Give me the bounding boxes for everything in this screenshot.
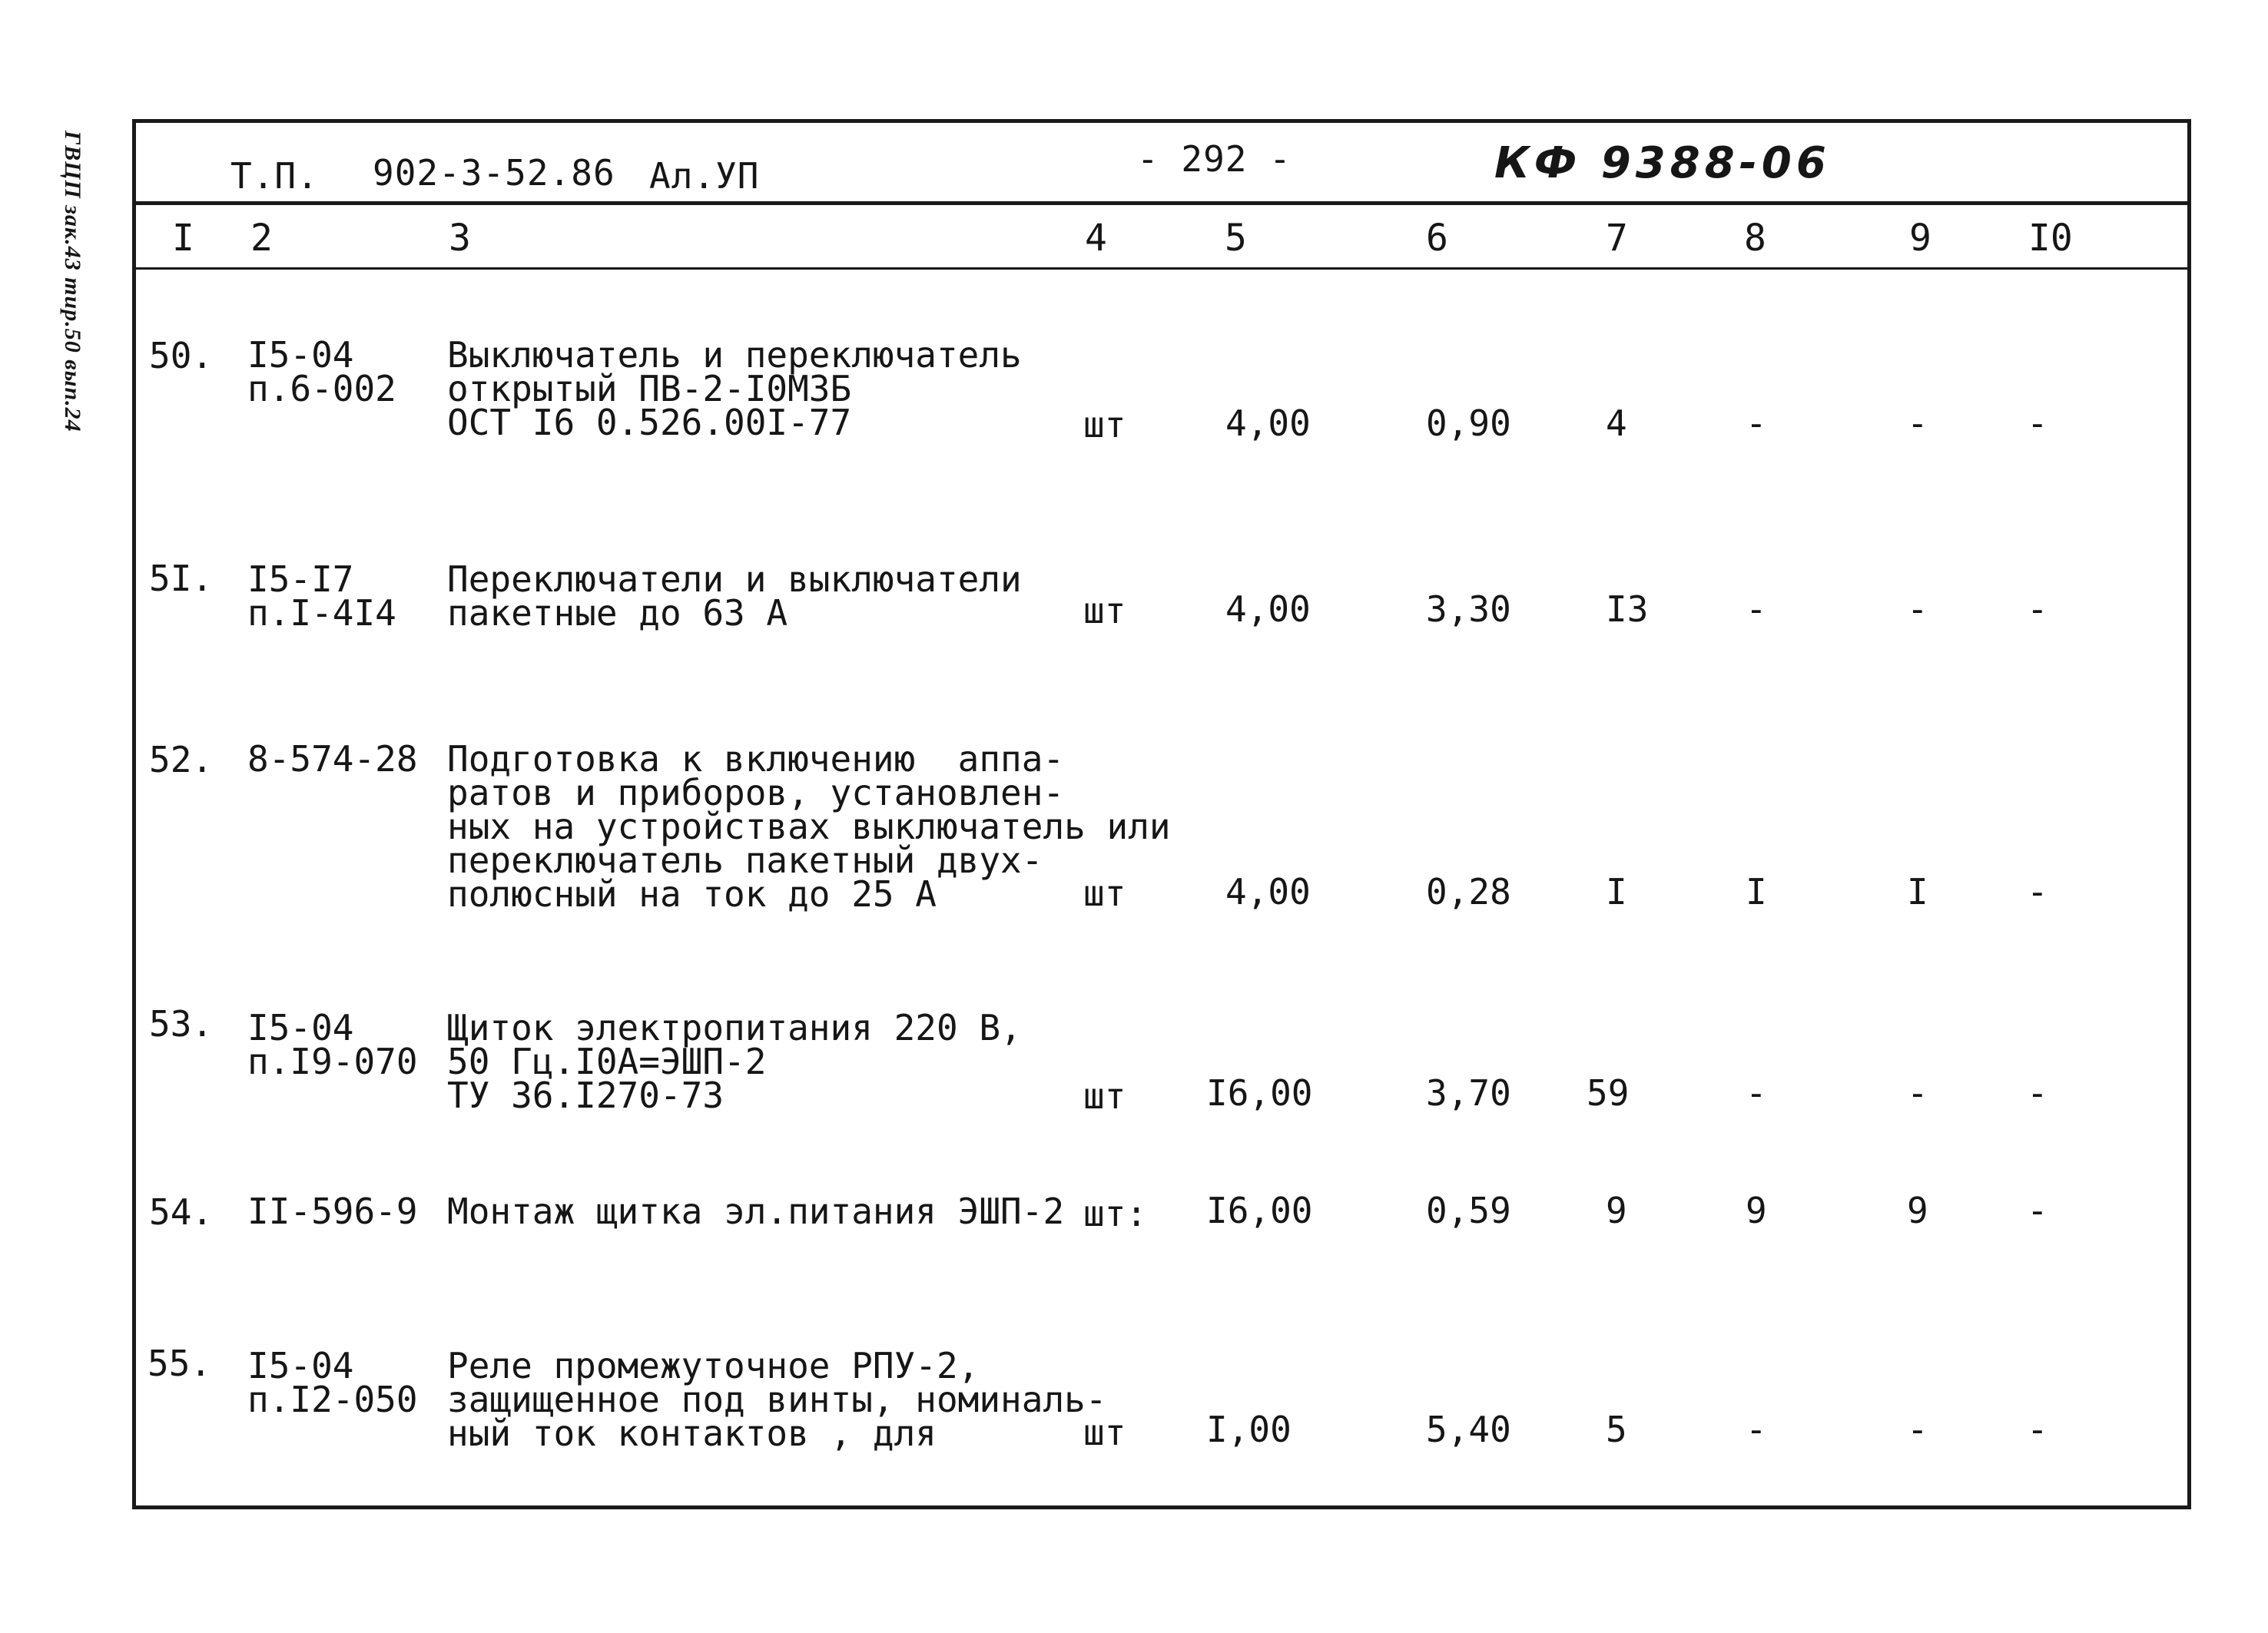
row-51-code-line2: п.I-4I4 (247, 592, 396, 634)
row-55-col9: - (1907, 1409, 1928, 1450)
row-54-col7: 9 (1606, 1190, 1627, 1231)
row-55-num: 55. (148, 1343, 212, 1384)
row-53-col7: 59 (1587, 1072, 1630, 1114)
row-51-qty: 4,00 (1225, 588, 1311, 630)
col-header-10: I0 (2028, 217, 2073, 260)
row-51-desc-line1: Переключатели и выключатели (447, 558, 1022, 600)
row-53-code-line2: п.I9-070 (247, 1041, 418, 1082)
col-header-2: 2 (250, 217, 273, 260)
header-album: Ал.УП (649, 155, 760, 197)
row-50-desc-line1: Выключатель и переключатель (447, 334, 1022, 376)
col-header-3: 3 (449, 217, 471, 260)
row-50-num: 50. (149, 335, 214, 376)
row-52-desc-line1: Подготовка к включению аппа- (447, 738, 1065, 780)
row-54-code-line1: II-596-9 (247, 1191, 418, 1232)
row-52-col9: I (1907, 871, 1928, 913)
row-52-qty: 4,00 (1225, 871, 1311, 913)
row-50-desc-line3: ОСТ I6 0.526.00I-77 (447, 402, 852, 443)
row-50-desc-line2: открытый ПВ-2-I0МЗБ (447, 368, 852, 409)
row-53-col10: - (2027, 1072, 2048, 1114)
row-53-desc-line2: 50 Гц.I0А=ЭШП-2 (447, 1041, 767, 1082)
row-51-desc (447, 558, 1022, 634)
col-header-4: 4 (1085, 217, 1107, 260)
row-54-col9: 9 (1907, 1190, 1928, 1231)
row-52-code (247, 738, 418, 780)
row-52-col10: - (2027, 871, 2048, 913)
row-54-col10: - (2027, 1190, 2048, 1231)
col-header-1: I (172, 217, 194, 260)
row-50-col8: - (1746, 402, 1767, 444)
row-55-col8: - (1746, 1409, 1767, 1450)
row-54-desc-line1: Монтаж щитка эл.питания ЭШП-2 (447, 1191, 1065, 1232)
row-51-code (247, 558, 396, 634)
header-tp: Т.П. (230, 155, 319, 197)
row-51-col10: - (2027, 588, 2048, 630)
row-50-desc (447, 334, 1022, 443)
row-55-desc (447, 1345, 1107, 1454)
row-51-num: 5I. (149, 558, 214, 599)
row-54-code (247, 1191, 418, 1232)
row-53-code (247, 1007, 418, 1082)
col-header-7: 7 (1606, 217, 1628, 260)
row-50-col9: - (1907, 402, 1928, 444)
row-55-desc-line2: защищенное под винты, номиналь- (447, 1379, 1107, 1420)
row-52-unit: шт (1083, 873, 1126, 914)
header-project: 902-3-52.86 (373, 152, 615, 194)
row-55-col10: - (2027, 1409, 2048, 1450)
row-50-code-line2: п.6-002 (247, 368, 396, 409)
row-53-col9: - (1907, 1072, 1928, 1114)
row-53-col6: 3,70 (1426, 1072, 1511, 1114)
row-53-desc-line1: Щиток электропитания 220 В, (447, 1007, 1022, 1048)
row-54-qty: I6,00 (1206, 1190, 1313, 1231)
row-54-col6: 0,59 (1426, 1190, 1511, 1231)
header-kf: КФ 9388-06 (1494, 138, 1831, 188)
row-52-col6: 0,28 (1426, 871, 1511, 913)
row-55-desc-line1: Реле промежуточное РПУ-2, (447, 1345, 980, 1386)
row-51-col6: 3,30 (1426, 588, 1511, 630)
row-55-col6: 5,40 (1426, 1409, 1511, 1450)
row-51-desc-line2: пакетные до 63 А (447, 592, 788, 634)
row-53-code-line1: I5-04 (247, 1007, 354, 1048)
row-52-desc-line5: полюсный на ток до 25 А (447, 873, 937, 915)
row-52-desc-line4: переключатель пакетный двух- (447, 840, 1043, 881)
row-50-code (247, 334, 396, 409)
row-51-col8: - (1746, 588, 1767, 630)
row-53-desc (447, 1007, 1022, 1116)
row-50-col10: - (2027, 402, 2048, 444)
row-53-unit: шт (1083, 1075, 1126, 1117)
col-header-5: 5 (1225, 217, 1247, 260)
row-52-code-line1: 8-574-28 (247, 738, 418, 780)
row-54-num: 54. (149, 1191, 214, 1233)
row-54-unit: шт: (1083, 1193, 1148, 1234)
row-50-col6: 0,90 (1426, 402, 1511, 444)
column-header-divider (132, 267, 2191, 270)
row-53-qty: I6,00 (1206, 1072, 1313, 1114)
row-52-col8: I (1746, 871, 1767, 913)
row-52-desc-line2: ратов и приборов, установлен- (447, 772, 1065, 813)
row-51-code-line1: I5-I7 (247, 558, 354, 600)
row-52-num: 52. (149, 739, 214, 780)
row-51-col7: I3 (1606, 588, 1649, 630)
row-50-unit: шт (1083, 404, 1126, 446)
row-50-qty: 4,00 (1225, 402, 1311, 444)
row-50-code-line1: I5-04 (247, 334, 354, 376)
row-55-code (247, 1345, 418, 1420)
col-header-6: 6 (1426, 217, 1448, 260)
row-51-col9: - (1907, 588, 1928, 630)
col-header-9: 9 (1909, 217, 1931, 260)
row-54-desc (447, 1191, 1065, 1232)
row-55-col7: 5 (1606, 1409, 1627, 1450)
row-52-col7: I (1606, 871, 1627, 913)
row-52-desc (447, 738, 1171, 915)
row-53-desc-line3: ТУ 36.I270-73 (447, 1075, 724, 1116)
side-stamp (58, 131, 112, 530)
header-page: - 292 - (1137, 138, 1292, 180)
row-55-code-line1: I5-04 (247, 1345, 354, 1386)
row-55-code-line2: п.I2-050 (247, 1379, 418, 1420)
row-55-unit: шт (1083, 1412, 1126, 1453)
row-50-col7: 4 (1606, 402, 1627, 444)
row-55-desc-line3: ный ток контактов , для (447, 1413, 937, 1454)
row-55-qty: I,00 (1206, 1409, 1292, 1450)
row-54-col8: 9 (1746, 1190, 1767, 1231)
stamp-text: ГВЦП зак.43 тир.50 вып.24 (60, 131, 85, 432)
row-52-desc-line3: ных на устройствах выключатель или (447, 806, 1171, 847)
row-51-unit: шт (1083, 590, 1126, 631)
row-53-col8: - (1746, 1072, 1767, 1114)
col-header-8: 8 (1744, 217, 1766, 260)
header-divider (132, 201, 2191, 205)
row-53-num: 53. (149, 1003, 214, 1045)
